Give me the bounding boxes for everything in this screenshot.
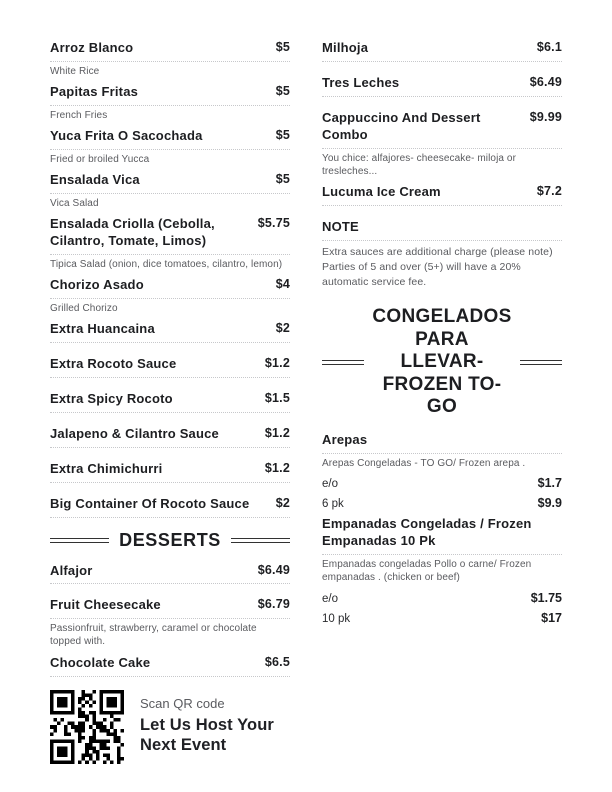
congelados-line-2: PARA LLEVAR-	[400, 328, 484, 373]
item-price: $6.5	[264, 654, 290, 669]
price-row	[322, 476, 562, 490]
item-title: Arroz Blanco	[50, 40, 134, 55]
item-divider	[322, 205, 562, 206]
menu-item	[50, 426, 290, 448]
menu-item	[50, 216, 290, 271]
item-title: Alfajor	[50, 562, 93, 578]
menu-item	[50, 597, 290, 648]
header-double-line	[322, 360, 364, 365]
item-description: Tipica Salad (onion, dice tomatoes, cilantro, lemon)	[50, 259, 283, 271]
item-title: Tres Leches	[322, 74, 400, 90]
item-divider	[50, 676, 290, 677]
price-row	[322, 591, 562, 605]
item-title: Jalapeno & Cilantro Sauce	[50, 426, 219, 442]
item-title: Arepas	[322, 432, 368, 448]
item-divider	[50, 105, 290, 106]
item-title: Extra Spicy Rocoto	[50, 391, 173, 407]
item-title: Chocolate Cake	[50, 654, 151, 670]
item-title: Extra Huancaina	[50, 321, 155, 337]
congelados-line-1: CONGELADOS	[372, 306, 512, 328]
item-description: French Fries	[50, 109, 108, 121]
item-title: Extra Rocoto Sauce	[50, 356, 177, 372]
menu-item	[50, 391, 290, 413]
qr-headline: Let Us Host Your Next Event	[140, 715, 274, 755]
item-price: $6.49	[257, 562, 290, 577]
congelados-line-3: FROZEN TO-GO	[382, 373, 502, 417]
note-section	[322, 219, 562, 291]
item-price: $1.2	[264, 356, 290, 371]
item-price: $5.75	[257, 216, 290, 231]
item-title: Chorizo Asado	[50, 277, 144, 293]
item-price: $1.5	[264, 391, 290, 406]
row-price: $1.7	[537, 476, 562, 491]
item-title: Empanadas Congeladas / Frozen Empanadas 10 Pk	[322, 516, 532, 549]
item-title: Lucuma Ice Cream	[322, 183, 441, 199]
qr-block	[50, 690, 290, 764]
item-price: $2	[275, 495, 290, 510]
menu-item	[50, 128, 290, 166]
menu-item	[50, 461, 290, 483]
item-price: $5	[275, 40, 290, 54]
congelados-section-header	[322, 306, 562, 418]
item-divider	[322, 148, 562, 149]
menu-item	[50, 84, 290, 122]
item-price: $4	[275, 277, 290, 292]
item-divider	[322, 453, 562, 454]
item-description: Passionfruit, strawberry, caramel or chocolate topped with.	[50, 623, 257, 648]
menu-item	[50, 172, 290, 210]
qr-text	[140, 690, 290, 756]
menu-item	[50, 563, 290, 585]
item-price: $6.49	[529, 74, 562, 89]
item-price: $6.1	[536, 40, 562, 54]
item-divider	[50, 193, 290, 194]
menu-item	[50, 277, 290, 315]
item-title: Cappuccino And Dessert Combo	[322, 109, 481, 142]
qr-code	[50, 690, 124, 764]
row-label: e/o	[322, 592, 338, 605]
header-double-line	[231, 538, 290, 543]
qr-scan-label: Scan QR code	[140, 695, 225, 711]
menu-item	[322, 110, 562, 178]
menu-item	[50, 321, 290, 343]
row-label: e/o	[322, 478, 338, 491]
item-title: Extra Chimichurri	[50, 460, 163, 476]
item-description: Fried or broiled Yucca	[50, 154, 150, 166]
item-title: Milhoja	[322, 40, 369, 55]
menu-item	[322, 75, 562, 97]
arepas-item	[322, 432, 562, 510]
congelados-header-title	[372, 306, 512, 418]
item-title: Fruit Cheesecake	[50, 597, 161, 613]
note-body: Extra sauces are additional charge (please note) Parties of 5 and over (5+) will have a 20% automatic service fee.	[322, 245, 553, 289]
item-description: Grilled Chorizo	[50, 303, 118, 315]
item-title: Papitas Fritas	[50, 84, 139, 100]
item-divider	[50, 298, 290, 299]
item-description: You chice: alfajores- cheesecake- miloja or tresleches...	[322, 152, 517, 177]
item-price: $7.2	[536, 183, 562, 198]
item-divider	[50, 61, 290, 62]
item-title: Ensalada Vica	[50, 172, 140, 188]
header-double-line	[50, 538, 109, 543]
menu-item	[50, 356, 290, 378]
left-column	[50, 40, 290, 792]
desserts-section-header	[50, 531, 290, 551]
menu-item	[322, 184, 562, 206]
item-divider	[50, 342, 290, 343]
row-label: 6 pk	[322, 498, 344, 511]
item-divider	[322, 96, 562, 97]
header-double-line	[520, 360, 562, 365]
item-divider	[322, 61, 562, 62]
row-price: $9.9	[537, 496, 562, 511]
item-description: Vica Salad	[50, 198, 99, 210]
item-divider	[50, 412, 290, 413]
menu-item	[50, 496, 290, 518]
note-title: NOTE	[322, 218, 359, 234]
menu-item	[50, 40, 290, 78]
item-description: White Rice	[50, 65, 100, 77]
item-divider	[50, 447, 290, 448]
item-price: $5	[275, 172, 290, 187]
right-column	[322, 40, 562, 792]
item-divider	[50, 149, 290, 150]
item-title: Ensalada Criolla (Cebolla, Cilantro, Tomate, Limos)	[50, 216, 215, 249]
desserts-header-title: DESSERTS	[119, 529, 221, 550]
item-divider	[50, 254, 290, 255]
item-price: $6.79	[257, 597, 290, 612]
item-title: Yuca Frita O Sacochada	[50, 128, 203, 144]
item-price: $5	[275, 128, 290, 143]
item-divider	[50, 482, 290, 483]
price-row	[322, 611, 562, 625]
item-price: $5	[275, 84, 290, 99]
item-description: Arepas Congeladas - TO GO/ Frozen arepa .	[322, 458, 526, 470]
item-price: $9.99	[529, 109, 562, 124]
item-price: $1.2	[264, 460, 290, 475]
item-price: $2	[275, 321, 290, 336]
item-divider	[50, 618, 290, 619]
item-price: $1.2	[264, 426, 290, 441]
row-price: $17	[541, 610, 562, 625]
item-description: Empanadas congeladas Pollo o carne/ Frozen empanadas . (chicken or beef)	[322, 559, 532, 584]
item-divider	[50, 377, 290, 378]
menu-item	[50, 655, 290, 677]
price-row	[322, 496, 562, 510]
row-label: 10 pk	[322, 612, 351, 625]
row-price: $1.75	[530, 590, 562, 605]
item-divider	[50, 583, 290, 584]
item-divider	[322, 240, 562, 241]
menu-item	[322, 40, 562, 62]
item-divider	[50, 517, 290, 518]
empanadas-item	[322, 516, 562, 624]
item-title: Big Container Of Rocoto Sauce	[50, 495, 250, 511]
item-divider	[322, 554, 562, 555]
